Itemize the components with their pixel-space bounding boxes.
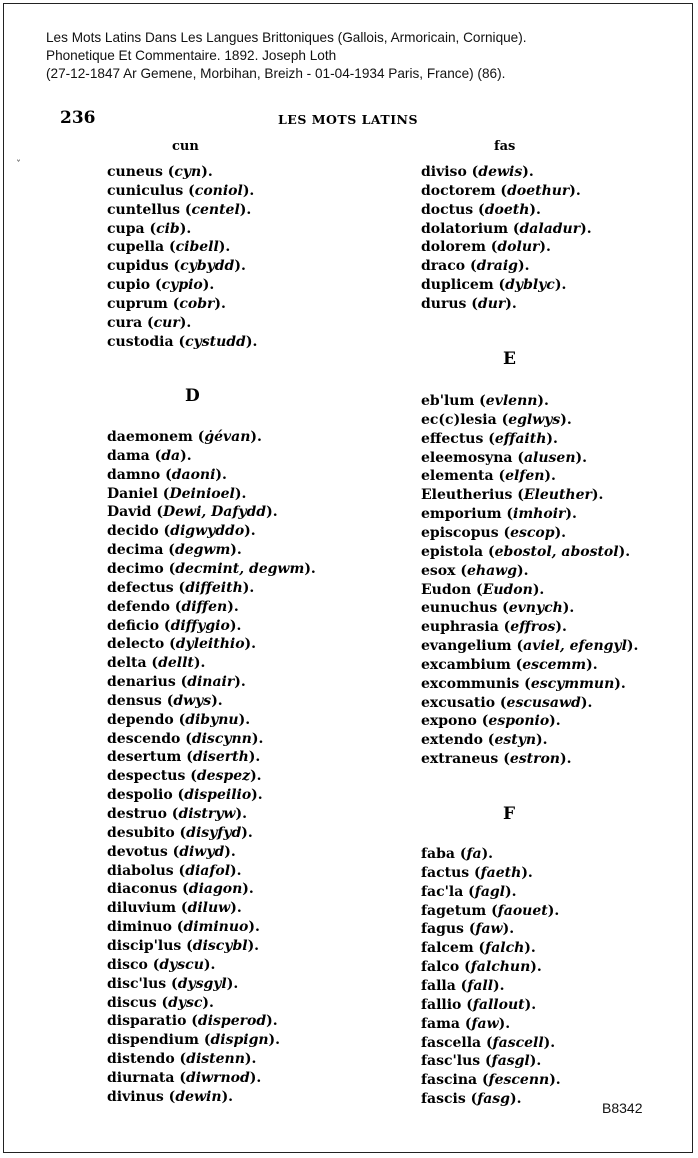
celtic-word: dyleithio — [175, 636, 245, 653]
latin-word: emporium — [421, 506, 502, 523]
latin-word: fascina — [421, 1072, 478, 1089]
dictionary-entry: distendo (distenn). — [107, 1051, 257, 1068]
latin-word: cupio — [107, 277, 151, 294]
dictionary-entry: fascina (fescenn). — [421, 1072, 561, 1089]
celtic-word: diafol — [185, 862, 231, 879]
column-head-left: cun — [172, 139, 199, 154]
latin-word: cupa — [107, 220, 145, 237]
latin-word: episcopus — [421, 524, 499, 541]
latin-word: dispendium — [107, 1032, 199, 1049]
latin-word: disparatio — [107, 1013, 187, 1030]
celtic-word: draig — [476, 258, 518, 275]
header-dates-line: (27-12-1847 Ar Gemene, Morbihan, Breizh - 01-04-1934 Paris, France) (86). — [46, 66, 506, 81]
celtic-word: diluw — [187, 900, 231, 917]
celtic-word: diffen — [181, 598, 228, 615]
latin-word: fac'la — [421, 883, 464, 900]
celtic-word: daladur — [519, 220, 581, 237]
dictionary-entry: fac'la (fagl). — [421, 883, 517, 900]
latin-word: evangelium — [421, 638, 512, 655]
latin-word: doctus — [421, 201, 474, 218]
latin-word: desubito — [107, 824, 175, 841]
celtic-word: cur — [153, 314, 180, 331]
latin-word: diluvium — [107, 900, 177, 917]
celtic-word: disyfyd — [186, 824, 242, 841]
celtic-word: despez — [196, 768, 251, 785]
dictionary-entry: despolio (dispeilio). — [107, 787, 263, 804]
latin-word: dependo — [107, 711, 174, 728]
dictionary-entry: desertum (diserth). — [107, 749, 261, 766]
celtic-word: discybl — [192, 937, 248, 954]
latin-word: doctorem — [421, 182, 496, 199]
dictionary-entry: diluvium (diluw). — [107, 900, 242, 917]
celtic-word: Eleuther — [523, 487, 592, 504]
dictionary-entry: cuniculus (coniol). — [107, 182, 255, 199]
dictionary-entry: fagus (faw). — [421, 921, 515, 938]
dictionary-entry: doctorem (doethur). — [421, 182, 581, 199]
margin-mark: ˇ — [16, 160, 21, 171]
dictionary-entry: disparatio (disperod). — [107, 1013, 278, 1030]
dictionary-entry: dolatorium (daladur). — [421, 220, 592, 237]
celtic-word: fall — [467, 977, 494, 994]
celtic-word: eglwys — [508, 411, 561, 428]
celtic-word: distenn — [186, 1051, 245, 1068]
latin-word: factus — [421, 864, 470, 881]
dictionary-entry: diabolus (diafol). — [107, 862, 242, 879]
dictionary-entry: devotus (diwyd). — [107, 843, 236, 860]
celtic-word: cib — [156, 220, 180, 237]
celtic-word: diwyd — [179, 843, 225, 860]
latin-word: cupella — [107, 239, 165, 256]
celtic-word: effros — [510, 619, 556, 636]
dictionary-entry: denarius (dinair). — [107, 674, 246, 691]
latin-word: disc'lus — [107, 975, 167, 992]
dictionary-entry: diviso (dewis). — [421, 164, 534, 180]
celtic-word: cobr — [179, 295, 215, 312]
dictionary-entry: cupella (cibell). — [107, 239, 231, 256]
celtic-word: decmint, degwm — [175, 560, 305, 577]
dictionary-entry: Eudon (Eudon). — [421, 581, 545, 598]
latin-word: effectus — [421, 430, 484, 447]
dictionary-entry: decido (digwyddo). — [107, 523, 256, 540]
dictionary-entry: delta (dellt). — [107, 655, 206, 672]
dictionary-entry: divinus (dewin). — [107, 1088, 234, 1105]
dictionary-entry: damno (daoni). — [107, 466, 227, 483]
dictionary-entry: expono (esponio). — [421, 713, 561, 730]
celtic-word: cibell — [175, 239, 219, 256]
celtic-word: cybydd — [180, 258, 235, 275]
latin-word: distendo — [107, 1051, 175, 1068]
latin-word: defendo — [107, 598, 170, 615]
celtic-word: dwys — [173, 692, 212, 709]
celtic-word: ebostol, abostol — [494, 543, 619, 560]
latin-word: fascella — [421, 1034, 482, 1051]
celtic-word: diminuo — [183, 919, 249, 936]
latin-word: Eudon — [421, 581, 472, 598]
latin-word: cuntellus — [107, 201, 180, 218]
celtic-word: effaith — [494, 430, 547, 447]
latin-word: falco — [421, 959, 460, 976]
dictionary-entry: dispendium (dispign). — [107, 1032, 281, 1049]
celtic-word: diagon — [188, 881, 243, 898]
latin-word: esox — [421, 562, 456, 579]
latin-word: diaconus — [107, 881, 178, 898]
celtic-word: cystudd — [185, 333, 246, 350]
dictionary-entry: falla (fall). — [421, 977, 505, 994]
celtic-word: dyblyc — [505, 277, 555, 294]
dictionary-entry: daemonem (ġévan). — [107, 429, 262, 445]
latin-word: cuneus — [107, 164, 163, 180]
latin-word: fagus — [421, 921, 464, 938]
celtic-word: dibynu — [185, 711, 239, 728]
dictionary-entry: durus (dur). — [421, 295, 517, 312]
latin-word: falla — [421, 977, 456, 994]
celtic-word: diwrnod — [185, 1069, 250, 1086]
celtic-word: fagl — [474, 883, 505, 900]
dictionary-entry: fagetum (faouet). — [421, 902, 560, 919]
dictionary-entry: cupidus (cybydd). — [107, 258, 246, 275]
latin-word: delta — [107, 655, 147, 672]
latin-word: delecto — [107, 636, 165, 653]
celtic-word: dispign — [210, 1032, 269, 1049]
latin-word: ec(c)lesia — [421, 411, 497, 428]
latin-word: duplicem — [421, 277, 494, 294]
celtic-word: daoni — [171, 466, 216, 483]
dictionary-entry: densus (dwys). — [107, 692, 223, 709]
latin-word: David — [107, 504, 152, 521]
dictionary-entry: disc'lus (dysgyl). — [107, 975, 239, 992]
dictionary-entry: emporium (imhoir). — [421, 506, 577, 523]
latin-word: decima — [107, 542, 164, 559]
dictionary-entry: excambium (escemm). — [421, 656, 598, 673]
celtic-word: cypio — [161, 277, 203, 294]
celtic-word: discynn — [191, 730, 252, 747]
latin-word: epistola — [421, 543, 484, 560]
dictionary-entry: diminuo (diminuo). — [107, 919, 260, 936]
celtic-word: dellt — [158, 655, 194, 672]
celtic-word: faeth — [480, 864, 522, 881]
dictionary-entry: eleemosyna (alusen). — [421, 449, 588, 466]
dictionary-entry: destruo (distryw). — [107, 806, 247, 822]
celtic-word: Deinioel — [169, 485, 235, 502]
dictionary-entry: duplicem (dyblyc). — [421, 277, 567, 294]
dictionary-entry: cura (cur). — [107, 314, 192, 331]
latin-word: faba — [421, 846, 455, 862]
celtic-word: dur — [477, 295, 506, 312]
celtic-word: fasgl — [491, 1053, 530, 1070]
dictionary-entry: fascis (fasg). — [421, 1091, 522, 1108]
latin-word: densus — [107, 692, 162, 709]
celtic-word: estyn — [494, 732, 537, 749]
celtic-word: fasg — [477, 1091, 510, 1108]
latin-word: extendo — [421, 732, 483, 749]
latin-word: diurnata — [107, 1069, 175, 1086]
section-letter: F — [503, 804, 516, 824]
dictionary-entry: cupio (cypio). — [107, 277, 215, 294]
dictionary-entry: excusatio (escusawd). — [421, 694, 593, 711]
celtic-word: faouet — [497, 902, 548, 919]
latin-word: diabolus — [107, 862, 174, 879]
dictionary-entry: fasc'lus (fasgl). — [421, 1053, 542, 1070]
celtic-word: escusawd — [506, 694, 581, 711]
celtic-word: coniol — [194, 182, 243, 199]
celtic-word: dysgyl — [177, 975, 227, 992]
celtic-word: diserth — [192, 749, 249, 766]
latin-word: fascis — [421, 1091, 466, 1108]
dictionary-entry: Eleutherius (Eleuther). — [421, 487, 604, 504]
dictionary-entry: defendo (diffen). — [107, 598, 239, 615]
dictionary-entry: dependo (dibynu). — [107, 711, 251, 728]
latin-word: decimo — [107, 560, 164, 577]
latin-word: Daniel — [107, 485, 158, 502]
latin-word: falcem — [421, 940, 474, 957]
latin-word: divinus — [107, 1088, 164, 1105]
latin-word: excambium — [421, 656, 511, 673]
celtic-word: dinair — [187, 674, 235, 691]
latin-word: dolorem — [421, 239, 486, 256]
dictionary-entry: custodia (cystudd). — [107, 333, 258, 350]
section-letter: E — [503, 349, 516, 369]
latin-word: defectus — [107, 579, 174, 596]
dictionary-entry: dolorem (dolur). — [421, 239, 551, 256]
celtic-word: diffeith — [185, 579, 243, 596]
latin-word: eunuchus — [421, 600, 498, 617]
latin-word: deficio — [107, 617, 160, 634]
dictionary-entry: evangelium (aviel, efengyl). — [421, 638, 639, 655]
celtic-word: fallout — [472, 996, 525, 1013]
celtic-word: estron — [509, 751, 560, 768]
celtic-word: dysc — [168, 994, 203, 1011]
latin-word: descendo — [107, 730, 181, 747]
celtic-word: escop — [510, 524, 555, 541]
dictionary-entry: fallio (fallout). — [421, 996, 537, 1013]
celtic-word: cyn — [174, 164, 202, 180]
celtic-word: fascell — [492, 1034, 544, 1051]
dictionary-entry: episcopus (escop). — [421, 524, 567, 541]
latin-word: daemonem — [107, 429, 193, 445]
latin-word: diminuo — [107, 919, 172, 936]
latin-word: desertum — [107, 749, 182, 766]
celtic-word: fa — [466, 846, 482, 862]
dictionary-entry: faba (fa). — [421, 846, 494, 862]
dictionary-entry: falcem (falch). — [421, 940, 536, 957]
column-head-right: fas — [494, 139, 516, 154]
latin-word: fasc'lus — [421, 1053, 481, 1070]
dictionary-entry: decima (degwm). — [107, 542, 242, 559]
celtic-word: diffygio — [170, 617, 230, 634]
section-letter: D — [185, 386, 200, 406]
dictionary-entry: David (Dewi, Dafydd). — [107, 504, 278, 521]
dictionary-entry: cuneus (cyn). — [107, 164, 213, 180]
latin-word: damno — [107, 466, 161, 483]
dictionary-entry: falco (falchun). — [421, 959, 542, 976]
latin-word: extraneus — [421, 751, 499, 768]
dictionary-entry: dama (da). — [107, 447, 192, 464]
dictionary-entry: extraneus (estron). — [421, 751, 572, 768]
dictionary-entry: decimo (decmint, degwm). — [107, 560, 316, 577]
header-author-line: Phonetique Et Commentaire. 1892. Joseph Loth — [46, 48, 337, 63]
dictionary-entry: descendo (discynn). — [107, 730, 264, 747]
latin-word: eleemosyna — [421, 449, 513, 466]
latin-word: fama — [421, 1015, 460, 1032]
dictionary-entry: Daniel (Deinioel). — [107, 485, 247, 502]
dictionary-entry: ec(c)lesia (eglwys). — [421, 411, 572, 428]
dictionary-entry: discus (dysc). — [107, 994, 214, 1011]
latin-word: expono — [421, 713, 477, 730]
dictionary-entry: diurnata (diwrnod). — [107, 1069, 262, 1086]
celtic-word: esponio — [488, 713, 550, 730]
dictionary-entry: fascella (fascell). — [421, 1034, 556, 1051]
latin-word: devotus — [107, 843, 168, 860]
dictionary-entry: diaconus (diagon). — [107, 881, 254, 898]
header-title-line: Les Mots Latins Dans Les Langues Brittoniques (Gallois, Armoricain, Cornique). — [46, 30, 527, 45]
latin-word: durus — [421, 295, 467, 312]
dictionary-entry: extendo (estyn). — [421, 732, 548, 749]
celtic-word: aviel, efengyl — [523, 638, 627, 655]
latin-word: elementa — [421, 468, 494, 485]
celtic-word: ġévan — [204, 429, 251, 445]
dictionary-entry: factus (faeth). — [421, 864, 533, 881]
dictionary-entry: esox (ehawg). — [421, 562, 529, 579]
running-head: LES MOTS LATINS — [278, 112, 419, 127]
celtic-word: imhoir — [513, 506, 566, 523]
latin-word: despectus — [107, 768, 186, 785]
document-header — [46, 29, 666, 83]
celtic-word: centel — [191, 201, 240, 218]
celtic-word: dyscu — [159, 956, 204, 973]
dictionary-entry: draco (draig). — [421, 258, 530, 275]
latin-word: fallio — [421, 996, 462, 1013]
celtic-word: faw — [471, 1015, 499, 1032]
dictionary-entry: defectus (diffeith). — [107, 579, 255, 596]
celtic-word: elfen — [505, 468, 545, 485]
celtic-word: falchun — [470, 959, 531, 976]
latin-word: excommunis — [421, 675, 520, 692]
latin-word: cuprum — [107, 295, 168, 312]
celtic-word: ehawg — [466, 562, 517, 579]
latin-word: excusatio — [421, 694, 496, 711]
celtic-word: doeth — [484, 201, 530, 218]
celtic-word: doethur — [507, 182, 570, 199]
latin-word: disco — [107, 956, 148, 973]
latin-word: Eleutherius — [421, 487, 513, 504]
latin-word: custodia — [107, 333, 174, 350]
celtic-word: faw — [475, 921, 503, 938]
latin-word: dama — [107, 447, 150, 464]
latin-word: discus — [107, 994, 157, 1011]
celtic-word: distryw — [178, 806, 236, 822]
latin-word: fagetum — [421, 902, 487, 919]
dictionary-entry: effectus (effaith). — [421, 430, 558, 447]
dictionary-entry: elementa (elfen). — [421, 468, 556, 485]
latin-word: cupidus — [107, 258, 169, 275]
celtic-word: fescenn — [488, 1072, 550, 1089]
celtic-word: alusen — [523, 449, 576, 466]
catalog-number: B8342 — [602, 1100, 643, 1116]
dictionary-entry: euphrasia (effros). — [421, 619, 567, 636]
latin-word: despolio — [107, 787, 173, 804]
celtic-word: dolur — [497, 239, 540, 256]
dictionary-entry: epistola (ebostol, abostol). — [421, 543, 631, 560]
latin-word: cuniculus — [107, 182, 184, 199]
dictionary-entry: eb'lum (evlenn). — [421, 393, 549, 409]
latin-word: cura — [107, 314, 143, 331]
dictionary-entry: delecto (dyleithio). — [107, 636, 257, 653]
celtic-word: degwm — [174, 542, 231, 559]
celtic-word: falch — [485, 940, 525, 957]
celtic-word: digwyddo — [170, 523, 245, 540]
celtic-word: disperod — [197, 1013, 267, 1030]
latin-word: diviso — [421, 164, 467, 180]
dictionary-entry: disco (dyscu). — [107, 956, 216, 973]
dictionary-entry: despectus (despez). — [107, 768, 262, 785]
celtic-word: dispeilio — [184, 787, 252, 804]
celtic-word: dewin — [175, 1088, 222, 1105]
latin-word: euphrasia — [421, 619, 499, 636]
celtic-word: escemm — [522, 656, 587, 673]
celtic-word: evlenn — [485, 393, 538, 409]
dictionary-entry: discip'lus (discybl). — [107, 937, 260, 954]
dictionary-entry: excommunis (escymmun). — [421, 675, 626, 692]
dictionary-entry: eunuchus (evnych). — [421, 600, 575, 617]
latin-word: denarius — [107, 674, 176, 691]
dictionary-entry: cupa (cib). — [107, 220, 192, 237]
celtic-word: evnych — [508, 600, 563, 617]
latin-word: eb'lum — [421, 393, 475, 409]
latin-word: destruo — [107, 806, 167, 822]
dictionary-entry: desubito (disyfyd). — [107, 824, 253, 841]
dictionary-entry: cuntellus (centel). — [107, 201, 252, 218]
celtic-word: Eudon — [482, 581, 533, 598]
celtic-word: Dewi, Dafydd — [162, 504, 267, 521]
dictionary-entry: fama (faw). — [421, 1015, 511, 1032]
dictionary-entry: cuprum (cobr). — [107, 295, 226, 312]
latin-word: discip'lus — [107, 937, 182, 954]
latin-word: dolatorium — [421, 220, 509, 237]
dictionary-entry: doctus (doeth). — [421, 201, 541, 218]
celtic-word: da — [161, 447, 181, 464]
latin-word: decido — [107, 523, 159, 540]
dictionary-entry: deficio (diffygio). — [107, 617, 242, 634]
celtic-word: escymmun — [530, 675, 615, 692]
page-number: 236 — [60, 108, 96, 128]
latin-word: draco — [421, 258, 466, 275]
celtic-word: dewis — [478, 164, 523, 180]
